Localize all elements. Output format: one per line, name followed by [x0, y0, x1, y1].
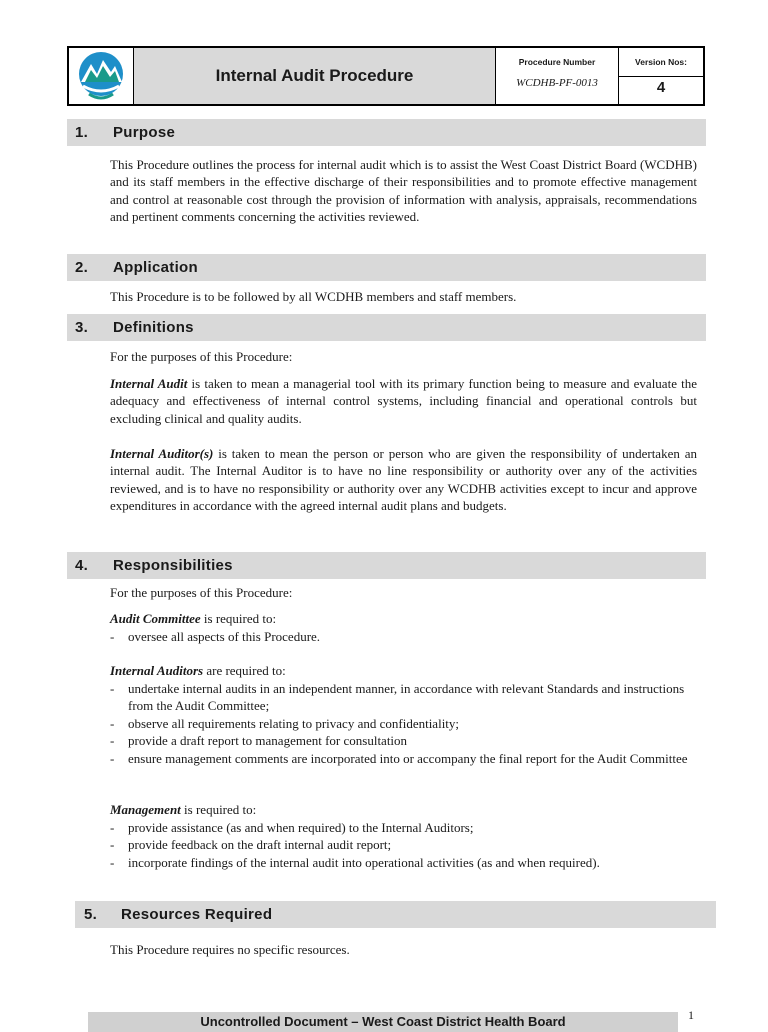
purpose-paragraph: This Procedure outlines the process for internal audit which is to assist the West Coast District Board (WCDHB) and its staff members in the effective discharge of their responsibilities and to promote effective management and control at reasonable cost through the provision of information with analysis, appraisals, recommendations and pertinent comments concerning the activities reviewed. [110, 157, 697, 225]
definitions-intro: For the purposes of this Procedure: [110, 349, 293, 364]
definition-internal-audit [110, 375, 697, 427]
responsibilities-intro: For the purposes of this Procedure: [110, 585, 293, 600]
list-item: - incorporate findings of the internal audit into operational activities (as and when required). [110, 854, 697, 871]
section-heading-application [67, 254, 706, 281]
definition-term: Internal Audit [110, 376, 188, 391]
role-term: Internal Auditors [110, 663, 204, 678]
definition-text: is taken to mean a managerial tool with its primary function being to measure and evaluate the adequacy and effectiveness of internal control systems, including financial and operational controls but excluding clinical and quality audits. [110, 376, 697, 426]
list-item: - provide a draft report to management for consultation [110, 732, 697, 749]
section-heading-resources [75, 901, 716, 928]
resources-paragraph: This Procedure requires no specific resources. [110, 942, 350, 957]
mountain-logo-icon [75, 50, 127, 102]
procedure-number-cell [496, 48, 619, 104]
list-item: - observe all requirements relating to privacy and confidentiality; [110, 715, 697, 732]
section-heading-purpose [67, 119, 706, 146]
role-requirement: is required to: [180, 802, 257, 817]
logo-cell [69, 48, 134, 104]
list-item: - provide assistance (as and when required) to the Internal Auditors; [110, 819, 697, 836]
section-number: 4. [75, 557, 89, 574]
document-header [67, 46, 705, 106]
section-title: Application [113, 259, 198, 276]
audit-committee-list [110, 628, 697, 645]
procedure-number-value: WCDHB-PF-0013 [516, 77, 598, 89]
section-number: 5. [84, 906, 98, 923]
version-cell [619, 48, 703, 104]
role-requirement: are required to: [203, 663, 286, 678]
version-value: 4 [656, 79, 666, 96]
internal-auditors-heading [110, 662, 697, 679]
definition-internal-auditor [110, 445, 697, 515]
management-heading [110, 801, 697, 818]
section-heading-responsibilities [67, 552, 706, 579]
list-item: - ensure management comments are incorporated into or accompany the final report for the Audit Committee [110, 750, 697, 767]
section-title: Resources Required [121, 906, 273, 923]
definition-text: is taken to mean the person or person who are given the responsibility of undertaken an internal audit. The Internal Auditor is to have no line responsibility or authority over any of the activities reviewed, and is to have no responsibility or authority over any WCDHB activities except to incur and approve expenditures in accordance with the agreed internal audit plans and budgets. [110, 446, 697, 514]
list-item: - undertake internal audits in an independent manner, in accordance with relevant Standards and instructions from the Audit Committee; [110, 680, 697, 715]
section-title: Definitions [113, 319, 194, 336]
definition-term: Internal Auditor(s) [110, 446, 214, 461]
section-heading-definitions [67, 314, 706, 341]
version-label: Version Nos: [635, 57, 687, 67]
section-title: Responsibilities [113, 557, 233, 574]
footer-uncontrolled-notice: Uncontrolled Document – West Coast District Health Board [88, 1012, 678, 1032]
section-number: 1. [75, 124, 89, 141]
document-title: Internal Audit Procedure [134, 48, 496, 104]
role-term: Audit Committee [110, 611, 201, 626]
section-title: Purpose [113, 124, 176, 141]
section-number: 2. [75, 259, 89, 276]
role-term: Management [110, 802, 181, 817]
procedure-number-label: Procedure Number [518, 57, 596, 67]
internal-auditors-list [110, 680, 697, 767]
section-number: 3. [75, 319, 89, 336]
version-divider [619, 76, 703, 77]
role-requirement: is required to: [200, 611, 277, 626]
list-item: - provide feedback on the draft internal audit report; [110, 836, 697, 853]
list-item: - oversee all aspects of this Procedure. [110, 628, 697, 645]
application-paragraph: This Procedure is to be followed by all WCDHB members and staff members. [110, 289, 517, 304]
audit-committee-heading [110, 610, 697, 627]
management-list [110, 819, 697, 871]
page-number: 1 [688, 1008, 694, 1022]
